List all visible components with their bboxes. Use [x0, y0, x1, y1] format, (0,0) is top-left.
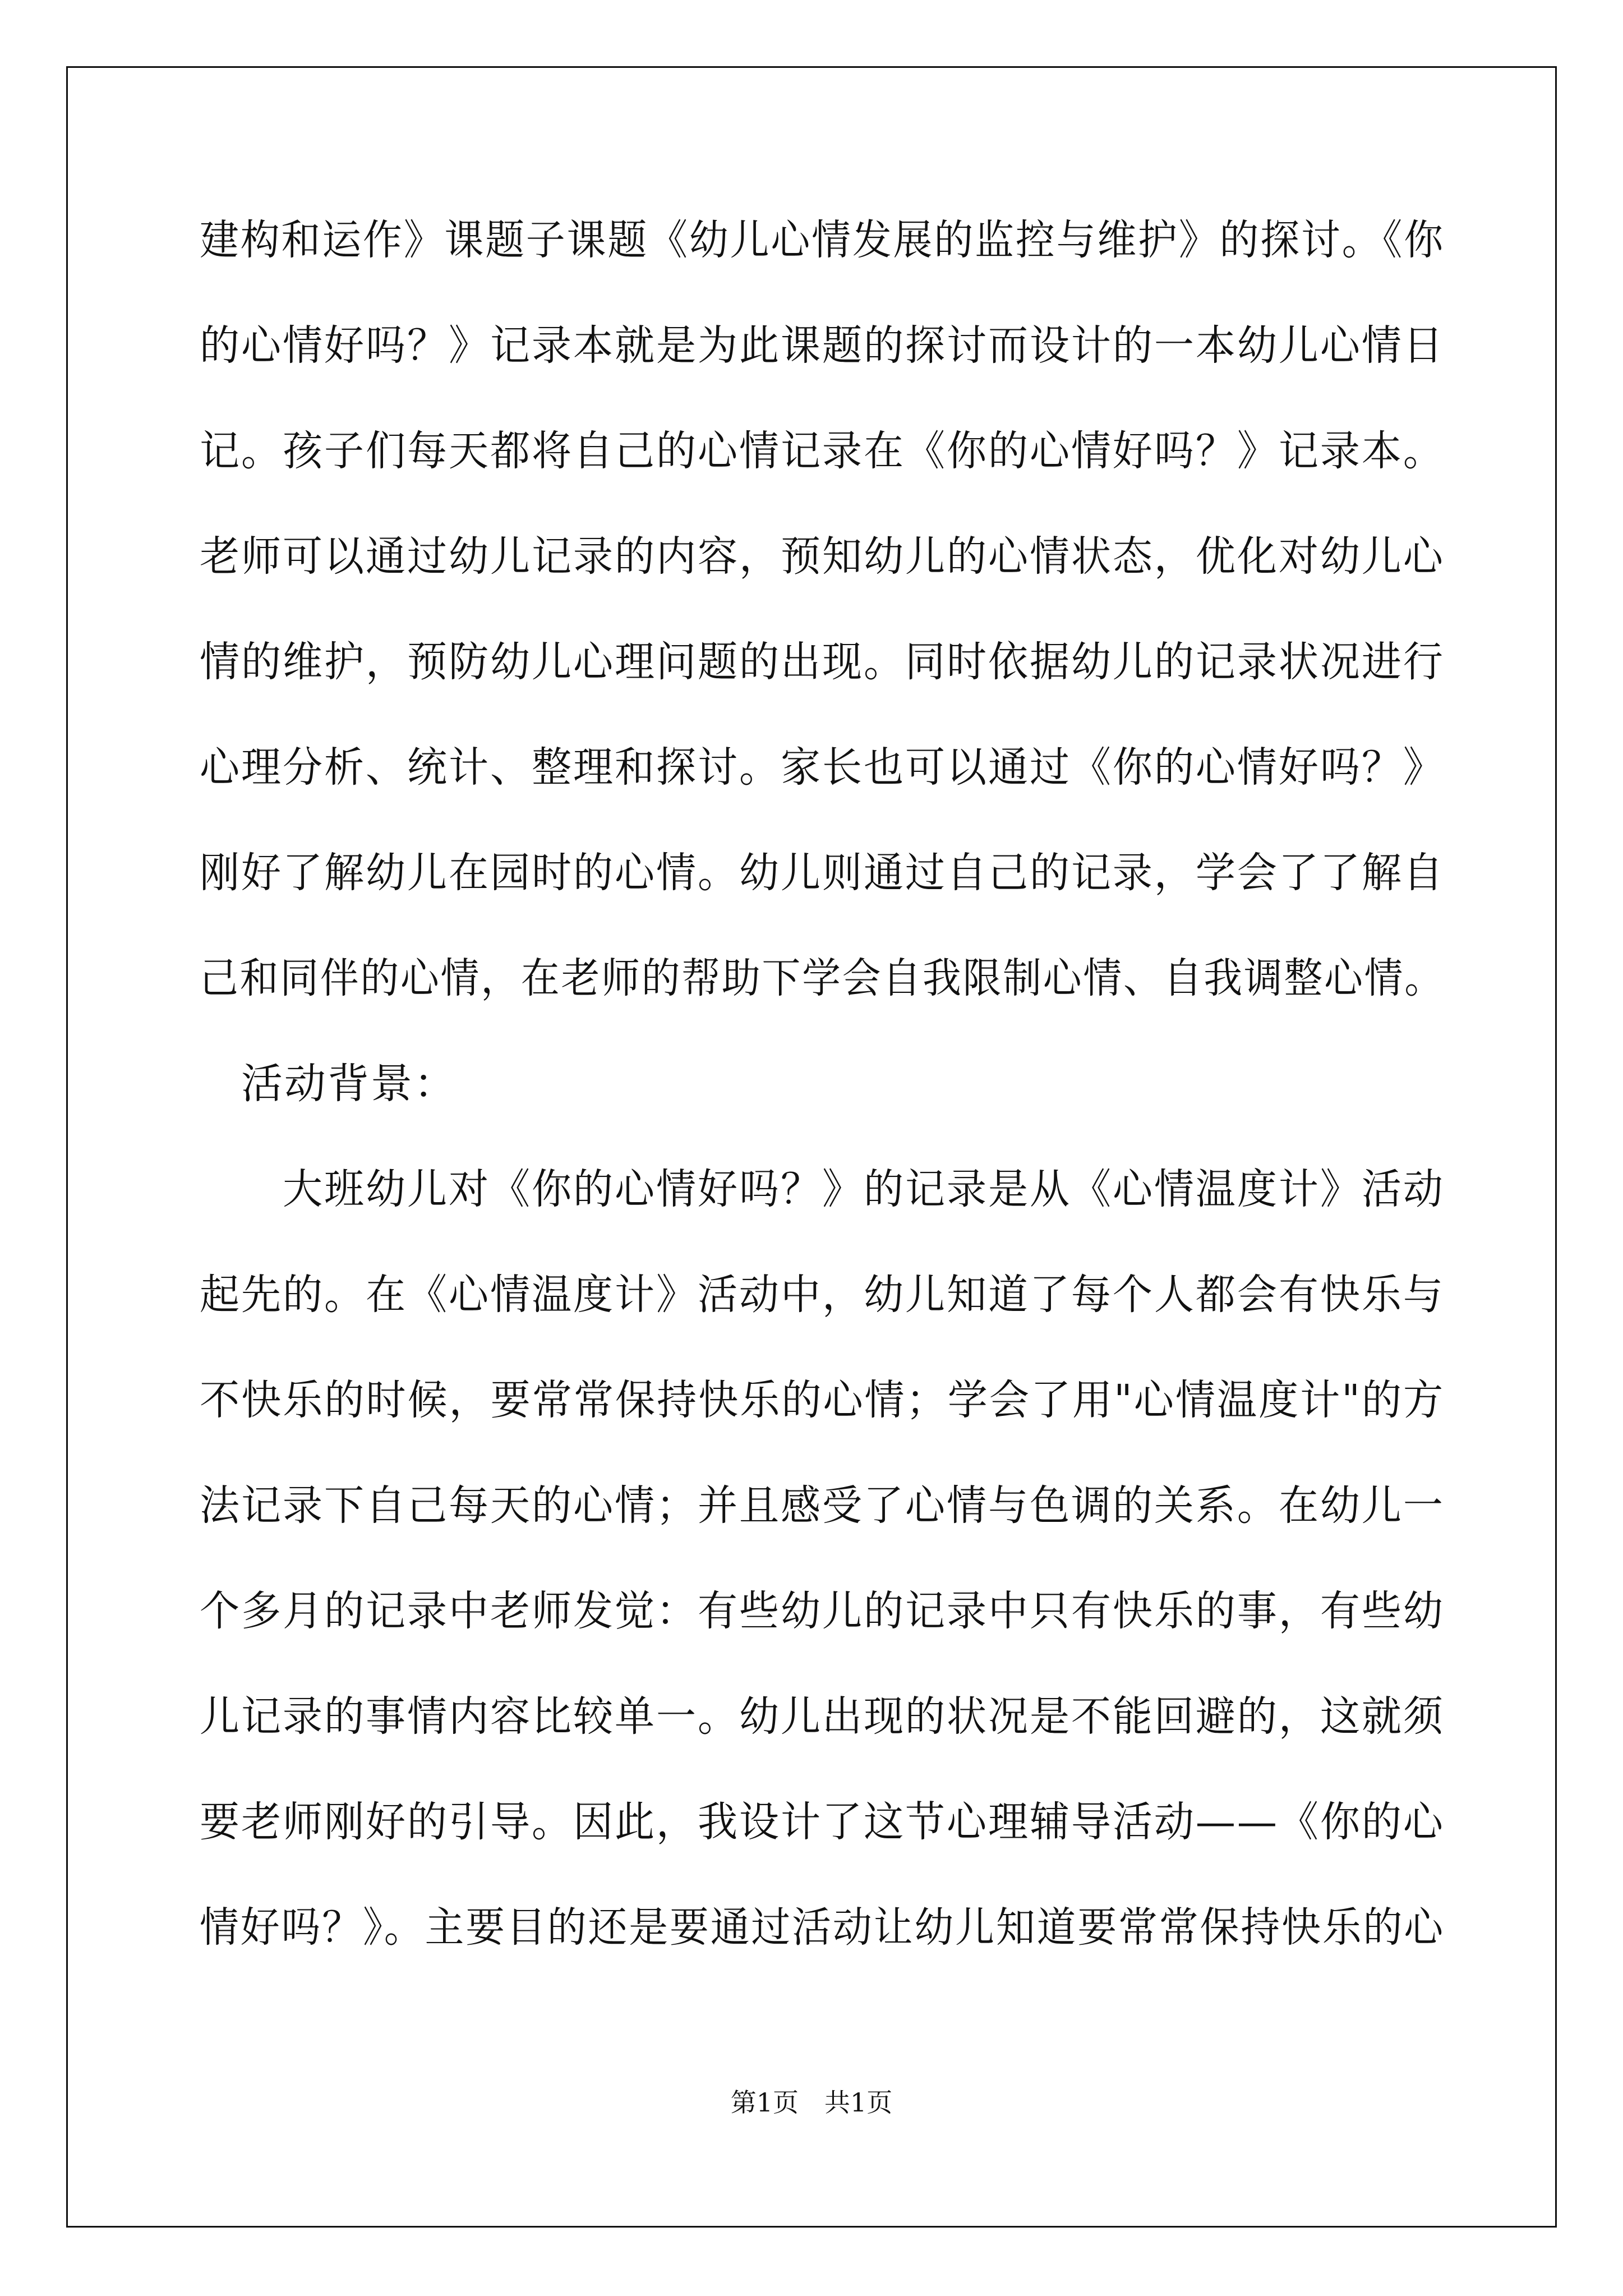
paragraph-line: 个多月的记录中老师发觉：有些幼儿的记录中只有快乐的事，有些幼	[200, 1587, 1445, 1635]
paragraph-line: 情好吗？》。主要目的还是要通过活动让幼儿知道要常常保持快乐的心	[200, 1903, 1445, 1952]
paragraph-line: 大班幼儿对《你的心情好吗？》的记录是从《心情温度计》活动	[283, 1165, 1445, 1213]
section-heading: 活动背景：	[241, 1060, 457, 1108]
paragraph-line: 不快乐的时候，要常常保持快乐的心情；学会了用"心情温度计"的方	[200, 1376, 1445, 1424]
page-footer: 第1页 共1页	[730, 2087, 893, 2118]
paragraph-line: 法记录下自己每天的心情；并且感受了心情与色调的关系。在幼儿一	[200, 1481, 1445, 1530]
paragraph-line: 建构和运作》课题子课题《幼儿心情发展的监控与维护》的探讨。《你	[200, 216, 1445, 264]
paragraph-line: 记。孩子们每天都将自己的心情记录在《你的心情好吗？》记录本。	[200, 427, 1445, 475]
paragraph-line: 的心情好吗？》记录本就是为此课题的探讨而设计的一本幼儿心情日	[200, 321, 1445, 370]
paragraph-line: 要老师刚好的引导。因此，我设计了这节心理辅导活动——《你的心	[200, 1798, 1445, 1846]
paragraph-line: 老师可以通过幼儿记录的内容，预知幼儿的心情状态，优化对幼儿心	[200, 532, 1445, 581]
paragraph-line: 己和同伴的心情，在老师的帮助下学会自我限制心情、自我调整心情。	[200, 954, 1445, 1002]
paragraph-line: 儿记录的事情内容比较单一。幼儿出现的状况是不能回避的，这就须	[200, 1692, 1445, 1741]
paragraph-line: 刚好了解幼儿在园时的心情。幼儿则通过自己的记录，学会了了解自	[200, 849, 1445, 897]
paragraph-line: 心理分析、统计、整理和探讨。家长也可以通过《你的心情好吗？》	[200, 743, 1445, 792]
paragraph-line: 起先的。在《心情温度计》活动中，幼儿知道了每个人都会有快乐与	[200, 1271, 1445, 1319]
paragraph-line: 情的维护，预防幼儿心理问题的出现。同时依据幼儿的记录状况进行	[200, 638, 1445, 686]
